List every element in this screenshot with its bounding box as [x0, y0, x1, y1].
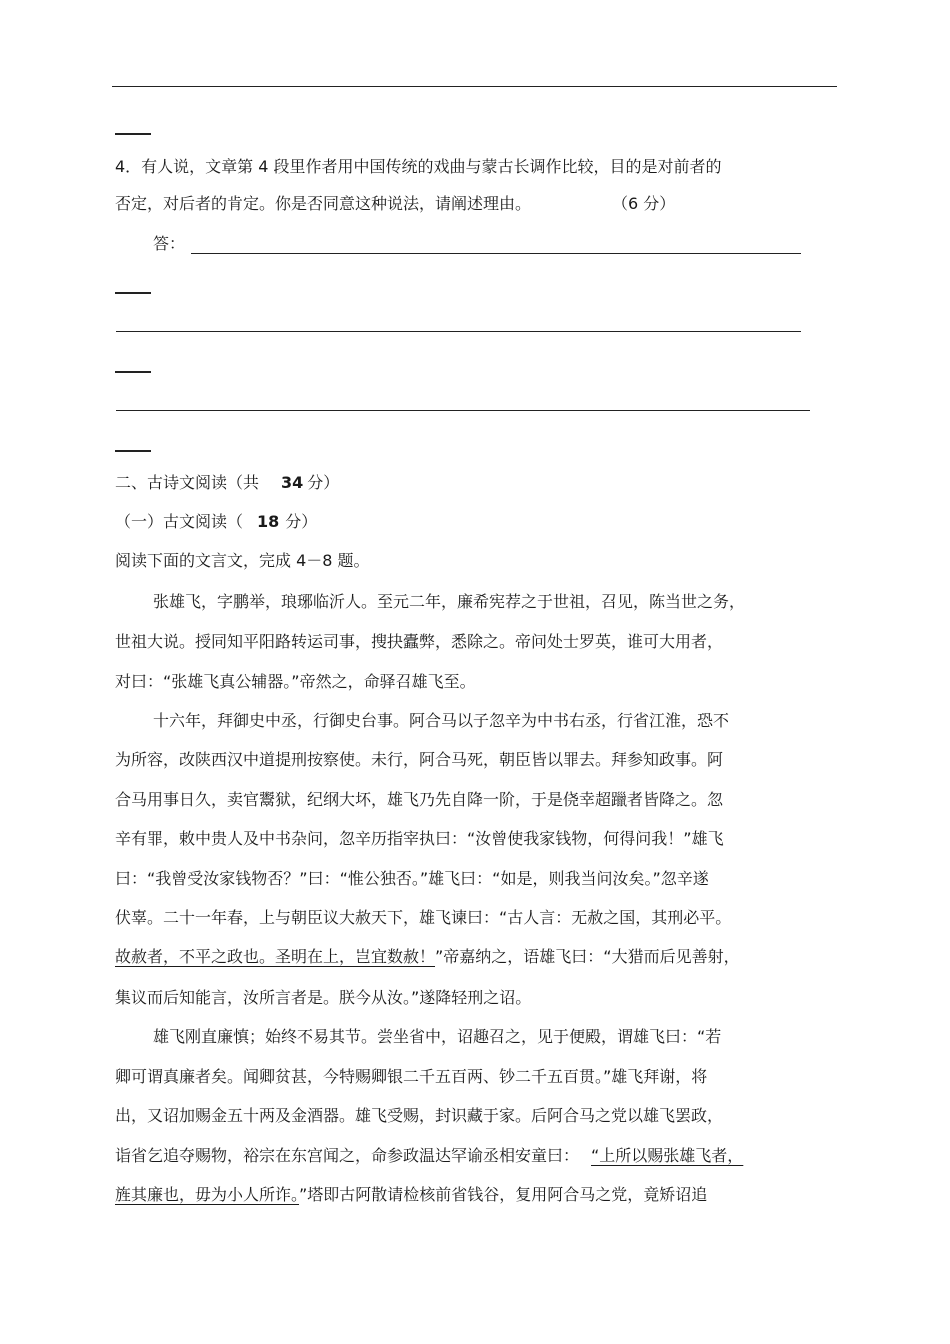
underlined-sentence-2a: “上所以赐张雄飞者， [591, 1146, 744, 1165]
passage-line-13: 卿可谓真廉者矣。闻卿贫甚，今特赐卿银二千五百两、钞二千五百贯。”雄飞拜谢，将 [115, 1067, 708, 1086]
passage-line-4: 十六年，拜御史中丞，行御史台事。阿合马以子忽辛为中书右丞，行省江淮，恐不 [153, 711, 730, 730]
answer-line-1-end [115, 292, 151, 294]
answer-line-2[interactable] [116, 331, 801, 332]
answer-line-2-end [115, 371, 151, 373]
passage-line-5: 为所容，改陕西汉中道提刑按察使。未行，阿合马死，朝臣皆以罪去。拜参知政事。阿 [115, 750, 724, 769]
passage-line-10: 故赦者，不平之政也。圣明在上，岂宜数赦！”帝嘉纳之，语雄飞曰：“大猎而后见善射， [115, 947, 740, 966]
passage-line-16: 旌其廉也，毋为小人所诈。”塔即古阿散请检核前省钱谷，复用阿合马之党，竟矫诏追 [115, 1185, 708, 1204]
answer-line-3-end [115, 450, 151, 452]
passage-line-11: 集议而后知能言，汝所言者是。朕今从汝。”遂降轻刑之诏。 [115, 988, 532, 1007]
answer-line-1[interactable] [191, 253, 801, 254]
passage-line-12: 雄飞刚直廉慎；始终不易其节。尝坐省中，诏趣召之，见于便殿，谓雄飞曰：“若 [153, 1027, 722, 1046]
question-4-points: （6 分） [612, 194, 676, 213]
underlined-sentence-1: 故赦者，不平之政也。圣明在上，岂宜数赦！ [115, 947, 436, 966]
passage-line-8: 曰：“我曾受汝家钱物否？”曰：“惟公独否。”雄飞曰：“如是，则我当问汝矣。”忽辛遂 [115, 869, 709, 888]
answer-line-3[interactable] [116, 410, 810, 411]
passage-line-7: 辛有罪，敕中贵人及中书杂问，忽辛历指宰执曰：“汝曾使我家钱物，何得问我！”雄飞 [115, 829, 724, 848]
passage-line-9: 伏辜。二十一年春，上与朝臣议大赦天下，雄飞谏曰：“古人言：无赦之国，其刑必平。 [115, 908, 732, 927]
passage-line-14: 出，又诏加赐金五十两及金酒器。雄飞受赐，封识藏于家。后阿合马之党以雄飞罢政， [115, 1106, 724, 1125]
section-2-subheading: （一）古文阅读（ 18 分） [115, 512, 318, 531]
section-2-heading: 二、古诗文阅读（共 34 分） [115, 473, 340, 492]
passage-line-1: 张雄飞，字鹏举，琅琊临沂人。至元二年，廉希宪荐之于世祖，召见，陈当世之务， [153, 592, 746, 611]
top-rule [112, 86, 837, 87]
answer-line-end [115, 133, 151, 135]
question-4-line-2: 否定，对后者的肯定。你是否同意这种说法，请阐述理由。 [115, 194, 532, 213]
question-4-line-1: 4．有人说，文章第 4 段里作者用中国传统的戏曲与蒙古长调作比较，目的是对前者的 [115, 157, 722, 176]
answer-label: 答： [153, 234, 186, 253]
passage-line-6: 合马用事日久，卖官鬻狱，纪纲大坏，雄飞乃先自降一阶，于是侥幸超躐者皆降之。忽 [115, 790, 724, 809]
reading-instruction: 阅读下面的文言文，完成 4－8 题。 [115, 551, 370, 570]
passage-line-3: 对曰：“张雄飞真公辅器。”帝然之，命驿召雄飞至。 [115, 672, 476, 691]
passage-line-15: 诣省乞追夺赐物，裕宗在东宫闻之，命参政温达罕谕丞相安童曰： “上所以赐张雄飞者， [115, 1146, 744, 1165]
passage-line-2: 世祖大说。授同知平阳路转运司事，搜抉蠹弊，悉除之。帝问处士罗英，谁可大用者， [115, 632, 724, 651]
underlined-sentence-2b: 旌其廉也，毋为小人所诈。 [115, 1185, 300, 1204]
